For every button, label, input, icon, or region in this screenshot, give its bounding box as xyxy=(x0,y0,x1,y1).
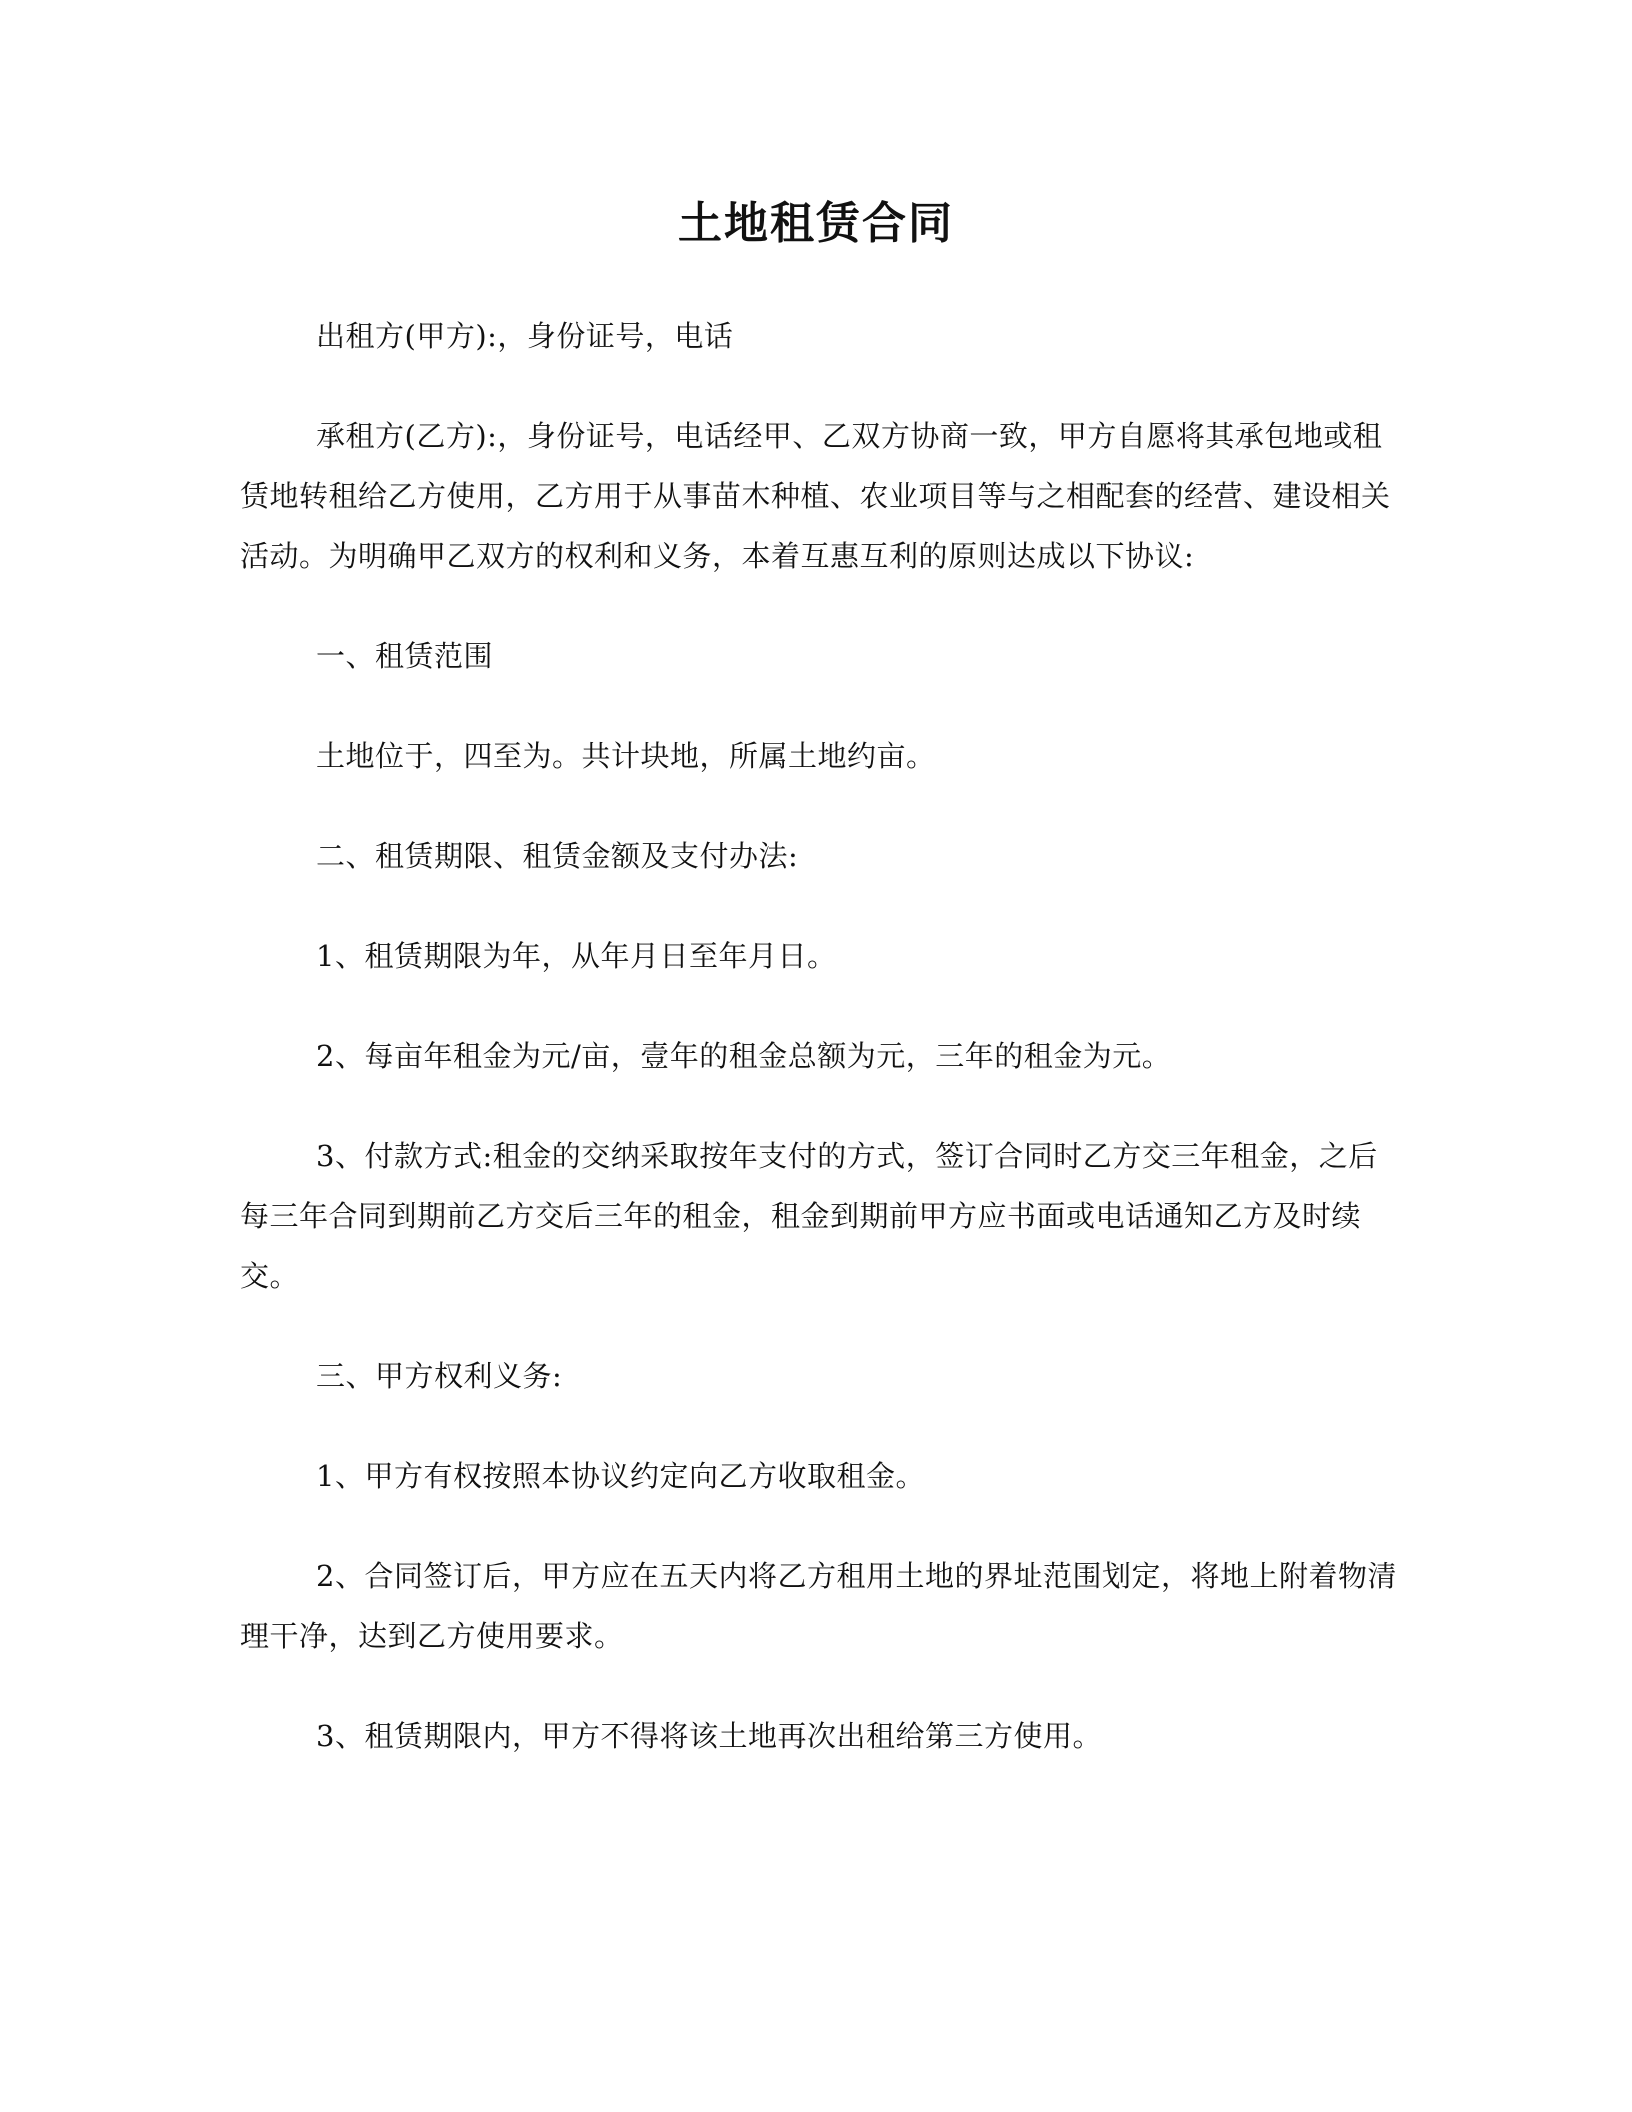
document-body xyxy=(240,306,1400,1806)
term-clause: 1、租赁期限为年，从年月日至年月日。 xyxy=(316,939,837,973)
party-b-info: 承租方(乙方):，身份证号，电话经甲、乙双方协商一致，甲方自愿将其承包地或租赁地转租给乙方使用，乙方用于从事苗木种植、农业项目等与之相配套的经营、建设相关活动。为明确甲乙双方的权利和义务，本着互惠互利的原则达成以下协议: xyxy=(240,419,1391,573)
party-a-right-3: 3、租赁期限内，甲方不得将该土地再次出租给第三方使用。 xyxy=(316,1719,1102,1753)
document-title: 土地租赁合同 xyxy=(678,198,954,249)
party-a-right-2: 2、合同签订后，甲方应在五天内将乙方租用土地的界址范围划定，将地上附着物清理干净，达到乙方使用要求。 xyxy=(240,1559,1397,1653)
section-heading-party-a-rights: 三、甲方权利义务: xyxy=(316,1359,563,1393)
party-a-info: 出租方(甲方):，身份证号，电话 xyxy=(316,319,734,353)
party-a-right-1: 1、甲方有权按照本协议约定向乙方收取租金。 xyxy=(316,1459,925,1493)
rent-amount-clause: 2、每亩年租金为元/亩，壹年的租金总额为元，三年的租金为元。 xyxy=(316,1039,1172,1073)
land-location-clause: 土地位于，四至为。共计块地，所属土地约亩。 xyxy=(316,739,936,773)
payment-method-clause: 3、付款方式:租金的交纳采取按年支付的方式，签订合同时乙方交三年租金，之后每三年合同到期前乙方交后三年的租金，租金到期前甲方应书面或电话通知乙方及时续交。 xyxy=(240,1139,1378,1293)
section-heading-scope: 一、租赁范围 xyxy=(316,639,494,673)
section-heading-term-payment: 二、租赁期限、租赁金额及支付办法: xyxy=(316,839,799,873)
